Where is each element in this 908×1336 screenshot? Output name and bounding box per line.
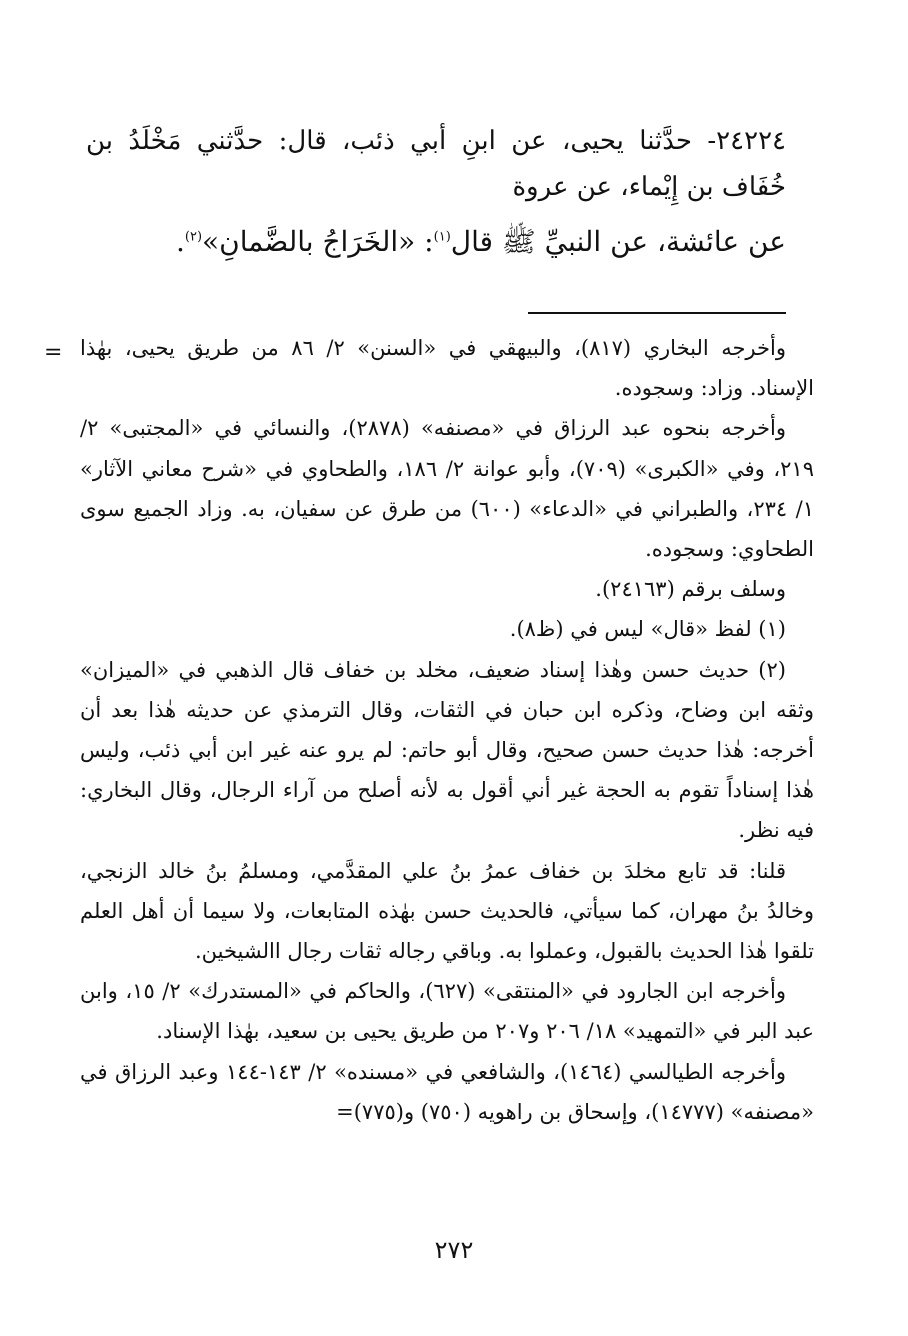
hadith-text	[86, 118, 786, 270]
page-number: ٢٧٢	[434, 1236, 474, 1264]
footnote-1: (١) لفظ «قال» ليس في (ظ٨).	[509, 617, 786, 642]
hadith-line-1: ٢٤٢٢٤- حدَّثنا يحيى، عن ابنِ أبي ذئب، قال: حدَّثني مَخْلَدُ بن خُفَاف بن إِيْماء، عن عروة	[86, 126, 786, 202]
footnote-2: (٢) حديث حسن وهٰذا إسناد ضعيف، مخلد بن خفاف قال الذهبي في «الميزان» وثقه ابن وضاح، وذكره ابن حبان في الثقات، وقال الترمذي عن حديثه هٰذا بعد أن أخرجه: هٰذا حديث حسن صحيح، وقال أبو حاتم: لم يرو عنه غير ابن أبي ذئب، وليس هٰذا إسناداً تقوم به الحجة غير أني أقول به لأنه أصلح من آراء الرجال، وقال البخاري: فيه نظر.	[80, 657, 814, 843]
footnote-separator	[528, 312, 786, 314]
footnote-ref-1: (١)	[433, 229, 451, 245]
footnote-paragraph: وأخرجه ابن الجارود في «المنتقى» (٦٢٧)، والحاكم في «المستدرك» ٢/ ١٥، وابن عبد البر في «التمهيد» ١٨/ ٢٠٦ و٢٠٧ من طريق يحيى بن سعيد، بهٰذا الإسناد.	[80, 979, 814, 1044]
hadith-line-2	[86, 214, 786, 270]
footnote-paragraph: وأخرجه البخاري (٨١٧)، والبيهقي في «السنن» ٢/ ٨٦ من طريق يحيى، بهٰذا الإسناد. وزاد: وسجوده.	[80, 336, 814, 401]
hadith-matn: : «الخَرَاجُ بالضَّمانِ»	[202, 225, 434, 258]
footnote-ref-2: (٢)	[184, 229, 203, 245]
footnotes	[80, 328, 814, 1132]
continuation-mark: =	[44, 340, 63, 365]
hadith-end-mark: .	[175, 225, 185, 258]
hadith-chain-end: عن عائشة، عن النبيِّ ﷺ قال	[450, 225, 786, 258]
footnote-paragraph: وسلف برقم (٢٤١٦٣).	[595, 577, 786, 602]
footnote-paragraph: قلنا: قد تابع مخلدَ بن خفاف عمرُ بنُ علي المقدَّمي، ومسلمُ بنُ خالد الزنجي، وخالدُ بنُ مهران، كما سيأتي، فالحديث حسن بهٰذه المتابعات، ولا سيما أن أهل العلم تلقوا هٰذا الحديث بالقبول، وعملوا به. وباقي رجاله ثقات رجال االشيخين.	[80, 858, 814, 964]
footnote-paragraph: وأخرجه بنحوه عبد الرزاق في «مصنفه» (٢٨٧٨)، والنسائي في «المجتبى» ٢/ ٢١٩، وفي «الكبرى» (٧٠٩)، وأبو عوانة ٢/ ١٨٦، والطحاوي في «شرح معاني الآثار» ١/ ٢٣٤، والطبراني في «الدعاء» (٦٠٠) من طرق عن سفيان، به. وزاد الجميع سوى الطحاوي: وسجوده.	[80, 416, 814, 562]
footnote-paragraph: وأخرجه الطيالسي (١٤٦٤)، والشافعي في «مسنده» ٢/ ١٤٣-١٤٤ وعبد الرزاق في «مصنفه» (١٤٧٧٧)، وإسحاق بن راهويه (٧٥٠) و(٧٧٥)=	[80, 1059, 814, 1124]
